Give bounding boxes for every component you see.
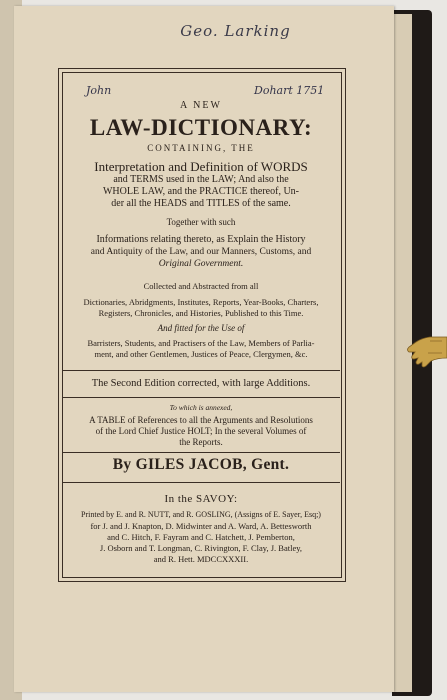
printer-line-5: and R. Hett. MDCCXXXII. — [153, 554, 249, 564]
rule-1 — [62, 370, 340, 371]
rule-2 — [62, 397, 340, 398]
together-line: Together with such — [166, 217, 236, 227]
description-line-2: and TERMS used in the LAW; And also the — [113, 174, 289, 185]
description-line-4: der all the HEADS and TITLES of the same. — [111, 198, 291, 209]
printer-line-4: J. Osborn and T. Longman, C. Rivington, F. Clay, J. Batley, — [99, 543, 303, 553]
brass-hand-clasp-icon — [406, 325, 447, 375]
table-line-3: the Reports. — [179, 437, 223, 447]
place-line: In the SAVOY: — [164, 493, 238, 505]
owner-inscription: Geo. Larking — [180, 22, 291, 40]
info-line-1: Informations relating thereto, as Explain the History — [96, 234, 306, 245]
description-line-3: WHOLE LAW, and the PRACTICE thereof, Un- — [102, 186, 299, 197]
table-line-1: A TABLE of References to all the Arguments and Resolutions — [89, 415, 313, 425]
rule-3 — [62, 452, 340, 453]
description-line-1: Interpretation and Definition of WORDS — [94, 159, 308, 174]
edition-line: The Second Edition corrected, with large Additions. — [91, 378, 311, 389]
handwritten-annotation-left: John — [86, 84, 112, 97]
collected-line: Collected and Abstracted from all — [143, 281, 259, 291]
main-title: LAW-DICTIONARY: — [89, 115, 313, 140]
fitted-line: And fitted for the Use of — [157, 323, 245, 333]
printer-line-2: for J. and J. Knapton, D. Midwinter and A. Ward, A. Bettesworth — [90, 521, 312, 531]
sources-line-2: Registers, Chronicles, and Histories, Published to this Time. — [98, 308, 304, 318]
info-line-2: and Antiquity of the Law, and our Manners, Customs, and — [90, 247, 312, 257]
author-line: By GILES JACOB, Gent. — [112, 456, 290, 473]
table-line-2: of the Lord Chief Justice HOLT; In the several Volumes of — [95, 426, 307, 436]
users-line-2: ment, and other Gentlemen, Justices of Peace, Clergymen, &c. — [94, 349, 308, 359]
info-line-3: Original Government. — [158, 259, 244, 269]
containing-line: CONTAINING, THE — [147, 143, 255, 153]
line-new: A NEW — [180, 100, 222, 111]
annexed-line: To which is annexed, — [169, 403, 233, 412]
rule-4 — [62, 482, 340, 483]
sources-line-1: Dictionaries, Abridgments, Institutes, Reports, Year-Books, Charters, — [83, 297, 319, 307]
printer-line-3: and C. Hitch, F. Fayram and C. Hatchett, J. Pemberton, — [107, 532, 295, 542]
printer-line-1: Printed by E. and R. NUTT, and R. GOSLING, (Assigns of E. Sayer, Esq;) — [81, 510, 321, 519]
users-line-1: Barristers, Students, and Practisers of the Law, Members of Parlia- — [87, 338, 315, 348]
handwritten-annotation-right: Dohart 1751 — [254, 84, 325, 97]
